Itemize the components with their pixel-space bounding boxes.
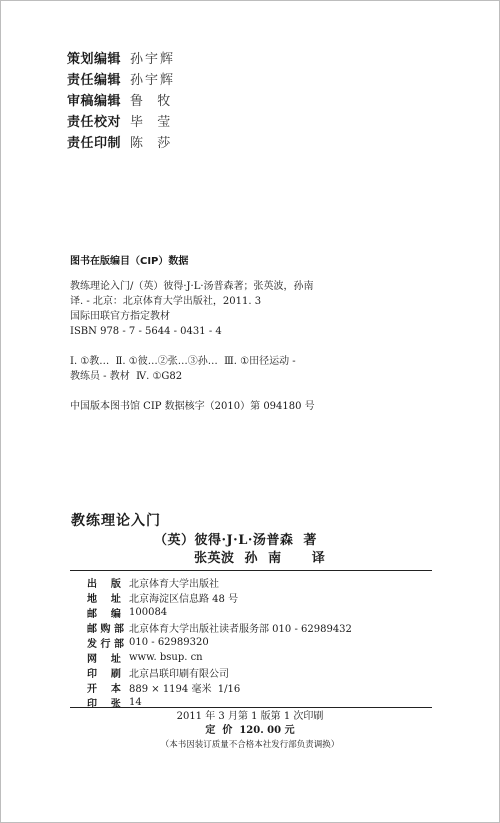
cip-line: 译. - 北京：北京体育大学出版社，2011. 3 [70,296,262,307]
cip-subject-entry [70,354,440,384]
cip-data-section [70,254,440,414]
pub-value: 100084 [129,607,168,618]
pub-value: 北京海淀区信息路 48 号 [129,594,239,605]
pub-label: 地 址 [87,594,121,605]
staff-role: 责任校对 [67,115,122,130]
pub-row [87,635,352,650]
cip-line: Ⅰ. ①教… Ⅱ. ①彼…②张…③孙… Ⅲ. ①田径运动 - [70,356,296,367]
pub-value: 北京体育大学出版社 [129,579,219,590]
cip-number: 中国版本图书馆 CIP 数据核字（2010）第 094180 号 [70,401,315,412]
price-line: 定 价 120. 00 元 [205,725,295,736]
author-line: （英）彼得·J·L·汤普森 著 [154,533,317,548]
pub-label: 开 本 [87,684,121,695]
book-title: 教练理论入门 [71,513,161,529]
cip-catalog-entry [70,279,440,339]
staff-row [67,47,175,68]
pub-label: 印 刷 [87,669,121,680]
publication-info [87,575,352,710]
cip-title: 图书在版编目（CIP）数据 [70,256,189,267]
divider [70,570,432,571]
pub-label: 出 版 [87,579,121,590]
staff-name: 毕 莹 [130,115,173,130]
pub-label: 印 张 [87,699,121,710]
pub-label: 邮 购 部 [87,624,124,635]
staff-name: 鲁 牧 [130,94,173,109]
pub-label: 发 行 部 [87,639,124,650]
edition-line: 2011 年 3 月第 1 版第 1 次印刷 [176,711,324,722]
staff-role: 策划编辑 [67,52,122,67]
staff-row [67,110,175,131]
pub-label: 网 址 [87,654,121,665]
staff-row [67,68,175,89]
pub-value: 010 - 62989320 [129,637,209,648]
pub-value: 14 [129,697,142,708]
cip-line: ISBN 978 - 7 - 5644 - 0431 - 4 [70,326,222,337]
pub-row [87,620,352,635]
staff-role: 审稿编辑 [67,94,122,109]
pub-row [87,680,352,695]
pub-label: 邮 编 [87,609,121,620]
translator-line: 张英波 孙 南 译 [194,551,326,566]
staff-name: 陈 莎 [130,136,173,151]
divider [70,707,432,708]
pub-value: 北京体育大学出版社读者服务部 010 - 62989432 [129,624,352,635]
cip-line: 教练员 - 教材 Ⅳ. ①G82 [70,371,183,382]
pub-row [87,575,352,590]
pub-value: 889 × 1194 毫米 1/16 [129,684,241,695]
staff-role: 责任印制 [67,136,122,151]
staff-row [67,131,175,152]
editorial-staff-list [67,47,175,152]
staff-role: 责任编辑 [67,73,122,88]
staff-name: 孙宇辉 [130,52,176,67]
pub-row [87,605,352,620]
staff-name: 孙宇辉 [130,73,176,88]
cip-line: 教练理论入门/（英）彼得·J·L·汤普森著；张英波，孙南 [70,281,314,292]
cip-line: 国际田联官方指定教材 [70,311,170,322]
pub-row [87,665,352,680]
pub-value: www. bsup. cn [129,652,203,663]
printing-info [0,710,500,752]
pub-value: 北京昌联印刷有限公司 [129,669,229,680]
pub-row [87,590,352,605]
binding-note: （本书因装订质量不合格本社发行部负责调换） [160,740,340,750]
pub-row [87,650,352,665]
staff-row [67,89,175,110]
